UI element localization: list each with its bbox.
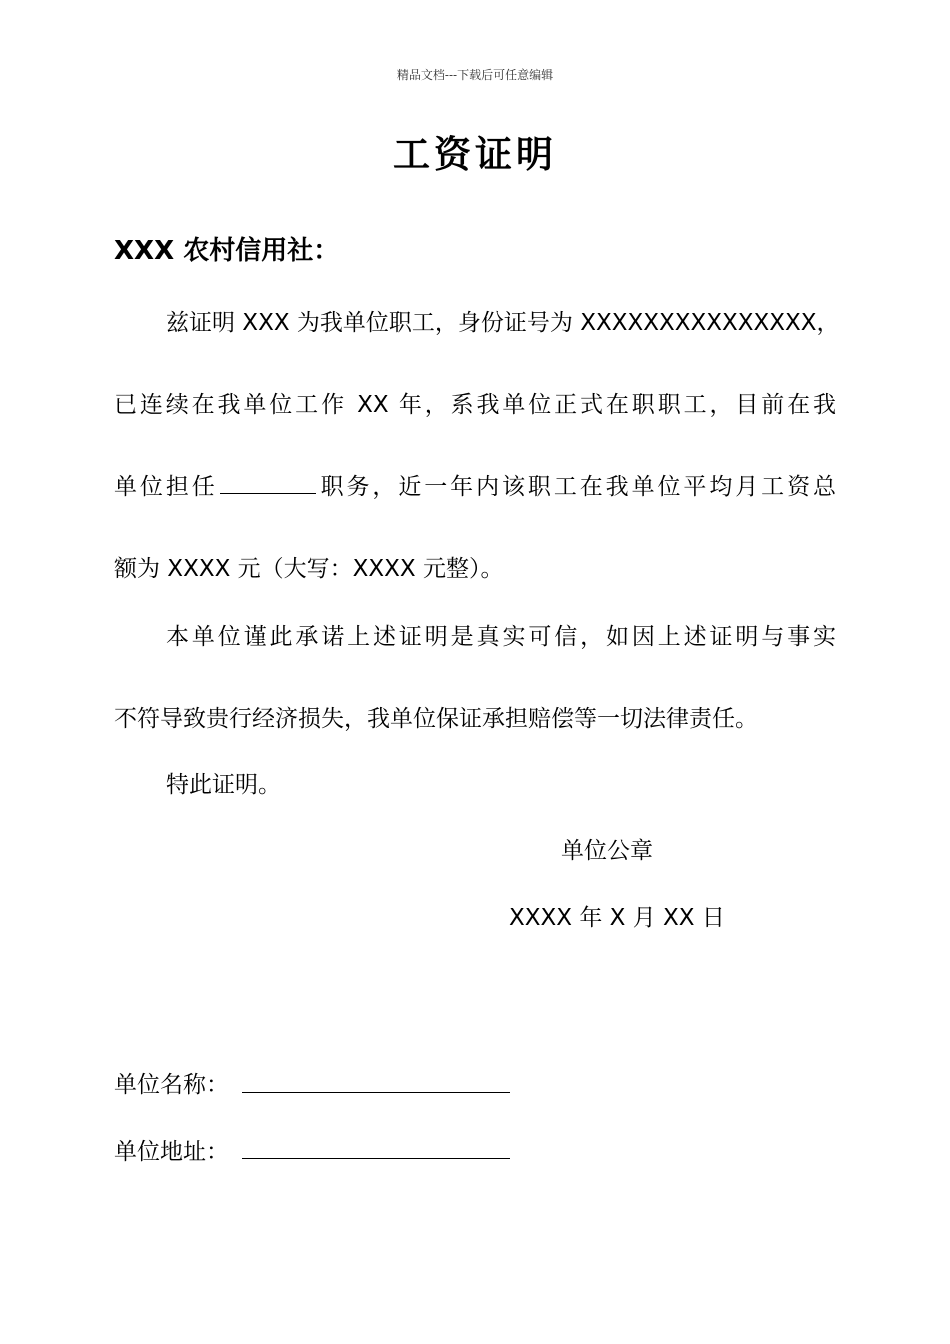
position-blank <box>220 471 316 494</box>
document-title: 工资证明 <box>393 132 557 176</box>
unit-name-label: 单位名称： <box>114 1072 229 1098</box>
addressee: XXX 农村信用社： <box>114 236 340 266</box>
paragraph1-line1 <box>166 304 840 337</box>
unit-name-underline <box>242 1092 510 1093</box>
paragraph2-line2: 不符导致贵行经济损失，我单位保证承担赔偿等一切法律责任。 <box>114 706 758 732</box>
seal-label: 单位公章 <box>561 838 653 864</box>
paragraph1-line2: 已连续在我单位工作 XX 年，系我单位正式在职职工，目前在我 <box>114 392 836 418</box>
unit-address-underline <box>242 1158 510 1159</box>
date-line: XXXX 年 X 月 XX 日 <box>509 905 725 931</box>
paragraph1-line4: 额为 XXXX 元（大写：XXXX 元整）。 <box>114 556 504 582</box>
closing-text: 特此证明。 <box>166 772 281 798</box>
paragraph1-line3 <box>114 468 836 501</box>
header-note: 精品文档---下载后可任意编辑 <box>396 68 554 82</box>
paragraph2-line1: 本单位谨此承诺上述证明是真实可信，如因上述证明与事实 <box>166 624 836 650</box>
paragraph1-line1-text: 兹证明 XXX 为我单位职工，身份证号为 XXXXXXXXXXXXXXX， <box>166 310 840 336</box>
paragraph1-line3-before: 单位担任 <box>114 474 218 500</box>
paragraph1-line3-after: 职务，近一年内该职工在我单位平均月工资总 <box>317 474 837 500</box>
unit-address-label: 单位地址： <box>114 1139 229 1165</box>
